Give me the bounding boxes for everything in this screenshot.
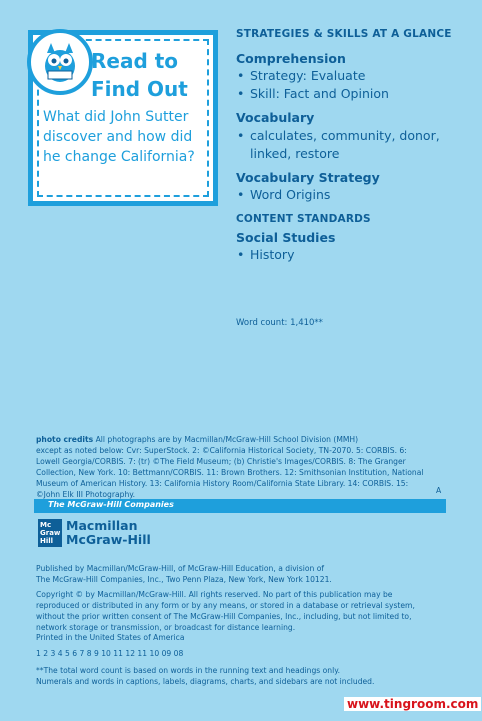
read-box-title: Read to (91, 49, 179, 73)
social-studies-heading: Social Studies (236, 230, 336, 245)
watermark: www.tingroom.com (344, 697, 481, 711)
read-box-question: What did John Sutter discover and how did he change California? (43, 109, 195, 165)
logo-text: Mc (40, 521, 52, 529)
word-count-note (36, 665, 456, 687)
credits-line: All photographs are by Macmillan/McGraw-Hill School Division (MMH) (95, 435, 359, 444)
page-mark: A (436, 486, 442, 495)
glance-header: STRATEGIES & SKILLS AT A GLANCE (236, 28, 452, 40)
logo-text: Hill (40, 537, 54, 545)
vocabulary-heading: Vocabulary (236, 110, 315, 125)
comprehension-heading: Comprehension (236, 51, 346, 66)
copyright-line: without the prior written consent of The McGraw-Hill Companies, Inc., including, but not limited to, (36, 612, 412, 621)
copyright (36, 589, 456, 633)
vocabulary-words: • calculates, community, donor, (250, 128, 440, 143)
published-line: The McGraw-Hill Companies, Inc., Two Penn Plaza, New York, New York 10121. (36, 575, 332, 584)
read-box-title-line2: Find Out (91, 77, 188, 101)
credits-line: Lowell Georgia/CORBIS. 7: (tr) ©The Field Museum; (b) Christie's Images/CORBIS. 8: The Granger (36, 457, 406, 466)
print-line: 1 2 3 4 5 6 7 8 9 10 11 12 11 10 09 08 (36, 649, 184, 658)
published-line: Published by Macmillan/McGraw-Hill, of McGraw-Hill Education, a division of (36, 564, 325, 573)
credits-line: except as noted below: Cvr: SuperStock. 2: ©California Historical Society, TN-2070. 5: CORBIS. 6: (36, 446, 407, 455)
copyright-line: Copyright © by Macmillan/McGraw-Hill. All rights reserved. No part of this publication may be (36, 590, 393, 599)
list-item: • Strategy: Evaluate (250, 68, 365, 83)
note-line: **The total word count is based on words in the running text and headings only. (36, 666, 341, 675)
owl-icon (27, 29, 93, 95)
publisher-bar-text: The McGraw-Hill Companies (48, 500, 174, 509)
logo-text: Graw (40, 529, 61, 537)
content-standards-header: CONTENT STANDARDS (236, 213, 371, 225)
publisher-name (66, 519, 151, 547)
publisher-name-line: McGraw-Hill (66, 532, 151, 547)
word-count: Word count: 1,410** (236, 318, 323, 328)
list-item: • Skill: Fact and Opinion (250, 86, 389, 101)
credits-label: photo credits (36, 435, 94, 444)
list-item: • History (250, 247, 294, 262)
copyright-line: network storage or transmission, or broadcast for distance learning. (36, 623, 296, 632)
vocab-strategy-heading: Vocabulary Strategy (236, 170, 380, 185)
credits-line: ©John Elk III Photography. (36, 490, 136, 499)
vocabulary-words-cont: linked, restore (250, 146, 340, 161)
publisher-name-line: Macmillan (66, 518, 138, 533)
published-by (36, 563, 456, 585)
printed-in: Printed in the United States of America (36, 633, 185, 642)
photo-credits (36, 434, 446, 500)
list-item: • Word Origins (250, 187, 330, 202)
mcgraw-hill-logo (38, 519, 62, 547)
note-line: Numerals and words in captions, labels, diagrams, charts, and sidebars are not included. (36, 677, 375, 686)
credits-line: Collection, New York. 10: Bettmann/CORBIS. 11: Brown Brothers. 12: Smithsonian Institution, National (36, 468, 424, 477)
read-to-find-out-box (28, 30, 218, 206)
credits-line: Museum of American History. 13: California History Room/California State Library. 14: CORBIS. 15: (36, 479, 409, 488)
copyright-line: reproduced or distributed in any form or by any means, or stored in a database or retrieval system, (36, 601, 415, 610)
